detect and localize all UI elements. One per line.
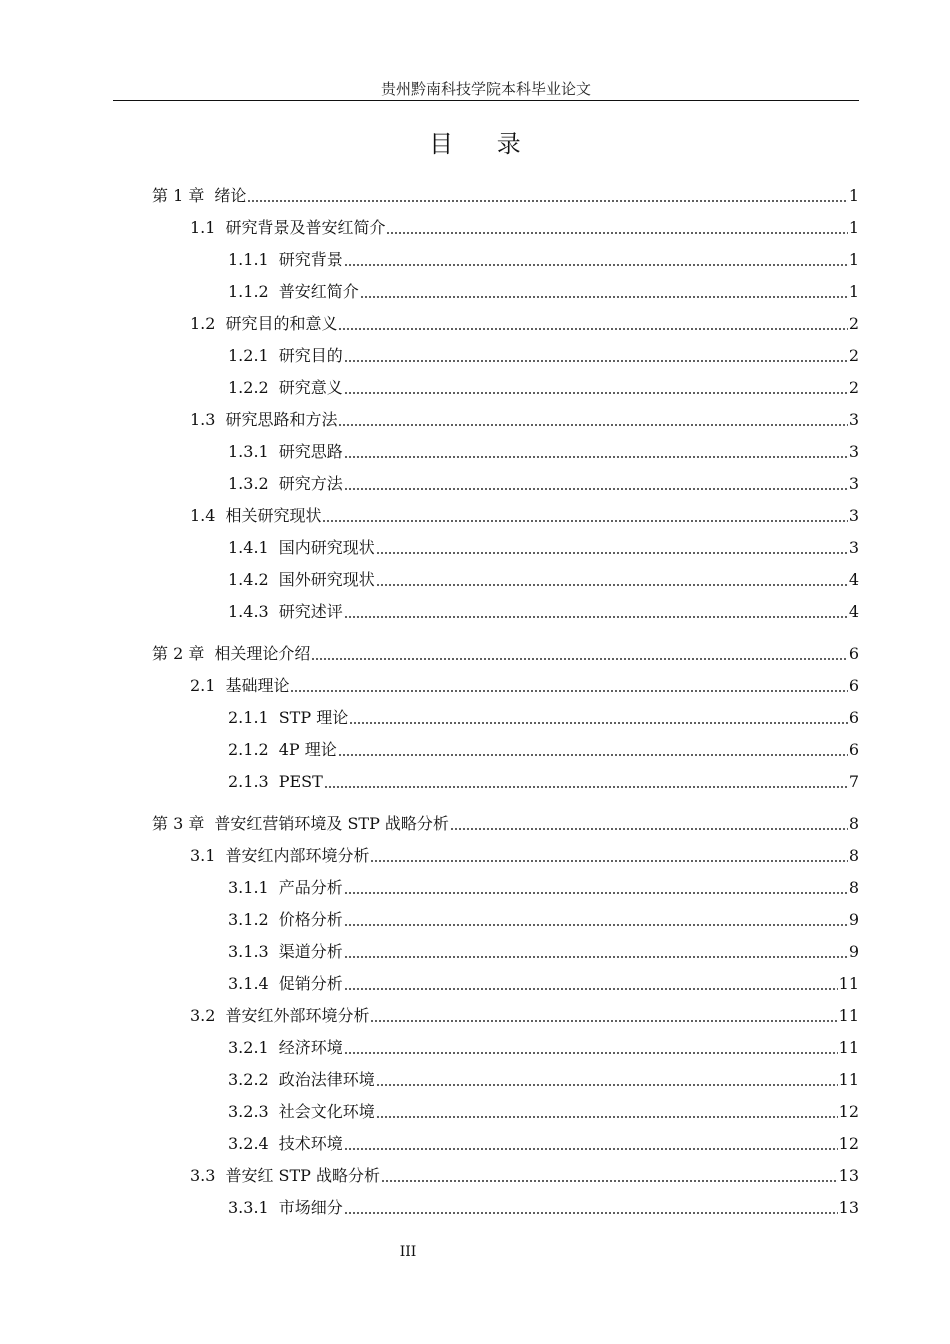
- toc-entry-label: 研究意义: [278, 378, 343, 397]
- toc-entry-page: 8: [848, 814, 859, 833]
- toc-entry-page: 6: [848, 676, 859, 695]
- toc-entry-page: 2: [848, 378, 859, 397]
- toc-leader-dots: [381, 1180, 838, 1182]
- toc-entry-number: 2.1.1: [228, 708, 269, 727]
- toc-entry-page: 11: [838, 1070, 859, 1089]
- toc-entry-number: 3.2.3: [228, 1102, 269, 1121]
- toc-entry-label: 研究背景: [278, 250, 343, 269]
- toc-entry-label: 研究思路: [278, 442, 343, 461]
- toc-entry-label: 产品分析: [278, 878, 343, 897]
- toc-leader-dots: [344, 1212, 838, 1214]
- toc-entry[interactable]: [228, 1130, 859, 1154]
- toc-entry[interactable]: [228, 246, 859, 270]
- toc-entry-number: 1.1.2: [228, 282, 269, 301]
- toc-entry[interactable]: [190, 502, 859, 526]
- toc-entry-label: 价格分析: [278, 910, 343, 929]
- toc-entry-label: 经济环境: [278, 1038, 343, 1057]
- toc-entry-label: 渠道分析: [278, 942, 343, 961]
- toc-entry-page: 3: [848, 506, 859, 525]
- toc-entry-number: 1.3: [190, 410, 216, 429]
- toc-title: 目 录: [429, 130, 539, 158]
- toc-entry[interactable]: [228, 438, 859, 462]
- toc-entry-page: 2: [848, 314, 859, 333]
- toc-entry-page: 7: [848, 772, 859, 791]
- toc-entry-page: 4: [848, 570, 859, 589]
- toc-entry-number: 3.1.1: [228, 878, 269, 897]
- toc-entry-label: 国内研究现状: [278, 538, 375, 557]
- header-rule: [113, 100, 859, 101]
- toc-entry[interactable]: [152, 182, 859, 206]
- toc-entry-label: 4P 理论: [278, 740, 337, 759]
- toc-entry-number: 1.3.1: [228, 442, 269, 461]
- toc-leader-dots: [344, 924, 848, 926]
- toc-entry-label: 国外研究现状: [278, 570, 375, 589]
- toc-entry-page: 3: [848, 442, 859, 461]
- toc-entry-page: 1: [848, 250, 859, 269]
- toc-entry-label: 相关研究现状: [225, 506, 322, 525]
- toc-entry-page: 8: [848, 846, 859, 865]
- toc-entry[interactable]: [152, 810, 859, 834]
- toc-entry-label: PEST: [278, 772, 323, 791]
- toc-entry-label: 普安红内部环境分析: [225, 846, 370, 865]
- toc-leader-dots: [376, 552, 848, 554]
- toc-leader-dots: [344, 488, 848, 490]
- toc-entry-label: 研究思路和方法: [225, 410, 338, 429]
- toc-entry-number: 1.4: [190, 506, 216, 525]
- toc-leader-dots: [386, 232, 847, 234]
- toc-leader-dots: [344, 392, 848, 394]
- toc-entry-number: 2.1.2: [228, 740, 269, 759]
- toc-leader-dots: [344, 360, 848, 362]
- toc-entry-number: 3.1.3: [228, 942, 269, 961]
- toc-leader-dots: [322, 520, 847, 522]
- toc-entry-number: 3.2.2: [228, 1070, 269, 1089]
- toc-leader-dots: [450, 828, 848, 830]
- toc-entry[interactable]: [228, 736, 859, 760]
- toc-leader-dots: [349, 722, 848, 724]
- toc-entry[interactable]: [228, 1066, 859, 1090]
- toc-entry-label: 研究方法: [278, 474, 343, 493]
- toc-entry-label: 市场细分: [278, 1198, 343, 1217]
- toc-entry-number: 3.2: [190, 1006, 216, 1025]
- toc-entry[interactable]: [228, 938, 859, 962]
- toc-entry-label: 技术环境: [278, 1134, 343, 1153]
- toc-entry-label: 普安红营销环境及 STP 战略分析: [214, 814, 449, 833]
- toc-entry-label: 研究背景及普安红简介: [225, 218, 386, 237]
- toc-entry-page: 3: [848, 410, 859, 429]
- toc-leader-dots: [344, 988, 838, 990]
- toc-entry-number: 第 3 章: [152, 814, 205, 833]
- toc-entry-label: 普安红 STP 战略分析: [225, 1166, 381, 1185]
- toc-entry[interactable]: [228, 374, 859, 398]
- toc-entry-label: 政治法律环境: [278, 1070, 375, 1089]
- toc-entry-label: 研究述评: [278, 602, 343, 621]
- toc-entry-number: 1.4.1: [228, 538, 269, 557]
- toc-leader-dots: [338, 328, 847, 330]
- toc-entry[interactable]: [228, 470, 859, 494]
- toc-entry-page: 13: [838, 1166, 859, 1185]
- toc-leader-dots: [360, 296, 848, 298]
- toc-leader-dots: [370, 860, 847, 862]
- toc-entry-number: 1.2.1: [228, 346, 269, 365]
- toc-entry-label: 绪论: [214, 186, 247, 205]
- toc-leader-dots: [344, 616, 848, 618]
- toc-leader-dots: [311, 658, 847, 660]
- toc-leader-dots: [324, 786, 848, 788]
- toc-entry-page: 8: [848, 878, 859, 897]
- toc-entry-page: 9: [848, 942, 859, 961]
- toc-entry-page: 3: [848, 474, 859, 493]
- toc-entry[interactable]: [228, 906, 859, 930]
- toc-entry-label: 社会文化环境: [278, 1102, 375, 1121]
- toc-entry-number: 1.3.2: [228, 474, 269, 493]
- toc-leader-dots: [344, 892, 848, 894]
- toc-entry-number: 3.1.4: [228, 974, 269, 993]
- toc-entry-number: 3.2.1: [228, 1038, 269, 1057]
- toc-entry-page: 4: [848, 602, 859, 621]
- toc-entry-number: 3.3.1: [228, 1198, 269, 1217]
- toc-entry-page: 6: [848, 740, 859, 759]
- toc-entry-number: 3.1.2: [228, 910, 269, 929]
- toc-leader-dots: [344, 264, 848, 266]
- toc-leader-dots: [290, 690, 847, 692]
- toc-entry-number: 1.2.2: [228, 378, 269, 397]
- toc-entry[interactable]: [228, 1034, 859, 1058]
- toc-leader-dots: [376, 584, 848, 586]
- toc-entry-label: 研究目的和意义: [225, 314, 338, 333]
- toc-entry-number: 3.3: [190, 1166, 216, 1185]
- toc-entry-page: 1: [848, 218, 859, 237]
- toc-entry-page: 12: [838, 1134, 859, 1153]
- toc-entry[interactable]: [228, 598, 859, 622]
- toc-entry[interactable]: [190, 672, 859, 696]
- toc-entry-page: 11: [838, 1006, 859, 1025]
- toc-entry-number: 第 2 章: [152, 644, 205, 663]
- toc-entry[interactable]: [228, 1194, 859, 1218]
- toc-entry[interactable]: [228, 278, 859, 302]
- toc-entry-label: 相关理论介绍: [214, 644, 311, 663]
- toc-entry[interactable]: [152, 640, 859, 664]
- toc-leader-dots: [376, 1116, 838, 1118]
- page-header: 贵州黔南科技学院本科毕业论文: [380, 80, 591, 98]
- toc-leader-dots: [338, 424, 847, 426]
- toc-leader-dots: [344, 456, 848, 458]
- toc-entry-number: 3.2.4: [228, 1134, 269, 1153]
- toc-entry[interactable]: [228, 874, 859, 898]
- toc-entry-page: 11: [838, 974, 859, 993]
- toc-entry-label: 普安红简介: [278, 282, 359, 301]
- toc-entry[interactable]: [228, 768, 859, 792]
- toc-entry-label: 研究目的: [278, 346, 343, 365]
- toc-entry-page: 6: [848, 708, 859, 727]
- toc-entry-number: 1.4.3: [228, 602, 269, 621]
- toc-leader-dots: [344, 1148, 838, 1150]
- toc-leader-dots: [376, 1084, 838, 1086]
- page-number: III: [399, 1244, 417, 1260]
- toc-entry[interactable]: [190, 842, 859, 866]
- toc-entry-page: 9: [848, 910, 859, 929]
- toc-entry-label: 普安红外部环境分析: [225, 1006, 370, 1025]
- toc-entry-number: 1.1.1: [228, 250, 269, 269]
- toc-entry-number: 2.1.3: [228, 772, 269, 791]
- toc-entry-number: 1.2: [190, 314, 216, 333]
- toc-entry-page: 3: [848, 538, 859, 557]
- toc-entry[interactable]: [190, 1162, 859, 1186]
- toc-entry-page: 6: [848, 644, 859, 663]
- toc-entry-label: STP 理论: [278, 708, 349, 727]
- toc-entry-page: 1: [848, 282, 859, 301]
- toc-entry-label: 促销分析: [278, 974, 343, 993]
- toc-entry-page: 1: [848, 186, 859, 205]
- toc-entry[interactable]: [190, 310, 859, 334]
- toc-entry-page: 13: [838, 1198, 859, 1217]
- toc-entry[interactable]: [228, 534, 859, 558]
- toc-entry-page: 11: [838, 1038, 859, 1057]
- toc-entry-page: 12: [838, 1102, 859, 1121]
- toc-entry-page: 2: [848, 346, 859, 365]
- toc-entry[interactable]: [228, 342, 859, 366]
- toc-entry-number: 1.1: [190, 218, 216, 237]
- toc-entry[interactable]: [190, 214, 859, 238]
- toc-entry[interactable]: [190, 406, 859, 430]
- toc-entry[interactable]: [228, 566, 859, 590]
- toc-entry[interactable]: [228, 1098, 859, 1122]
- toc-entry-number: 3.1: [190, 846, 216, 865]
- toc-entry-number: 1.4.2: [228, 570, 269, 589]
- toc-entry-label: 基础理论: [225, 676, 290, 695]
- toc-leader-dots: [344, 956, 848, 958]
- toc-entry[interactable]: [228, 704, 859, 728]
- toc-leader-dots: [247, 200, 847, 202]
- toc-entry[interactable]: [190, 1002, 859, 1026]
- toc-leader-dots: [338, 754, 848, 756]
- toc-entry-number: 2.1: [190, 676, 216, 695]
- toc-leader-dots: [370, 1020, 837, 1022]
- toc-entry[interactable]: [228, 970, 859, 994]
- toc-entry-number: 第 1 章: [152, 186, 205, 205]
- toc-leader-dots: [344, 1052, 838, 1054]
